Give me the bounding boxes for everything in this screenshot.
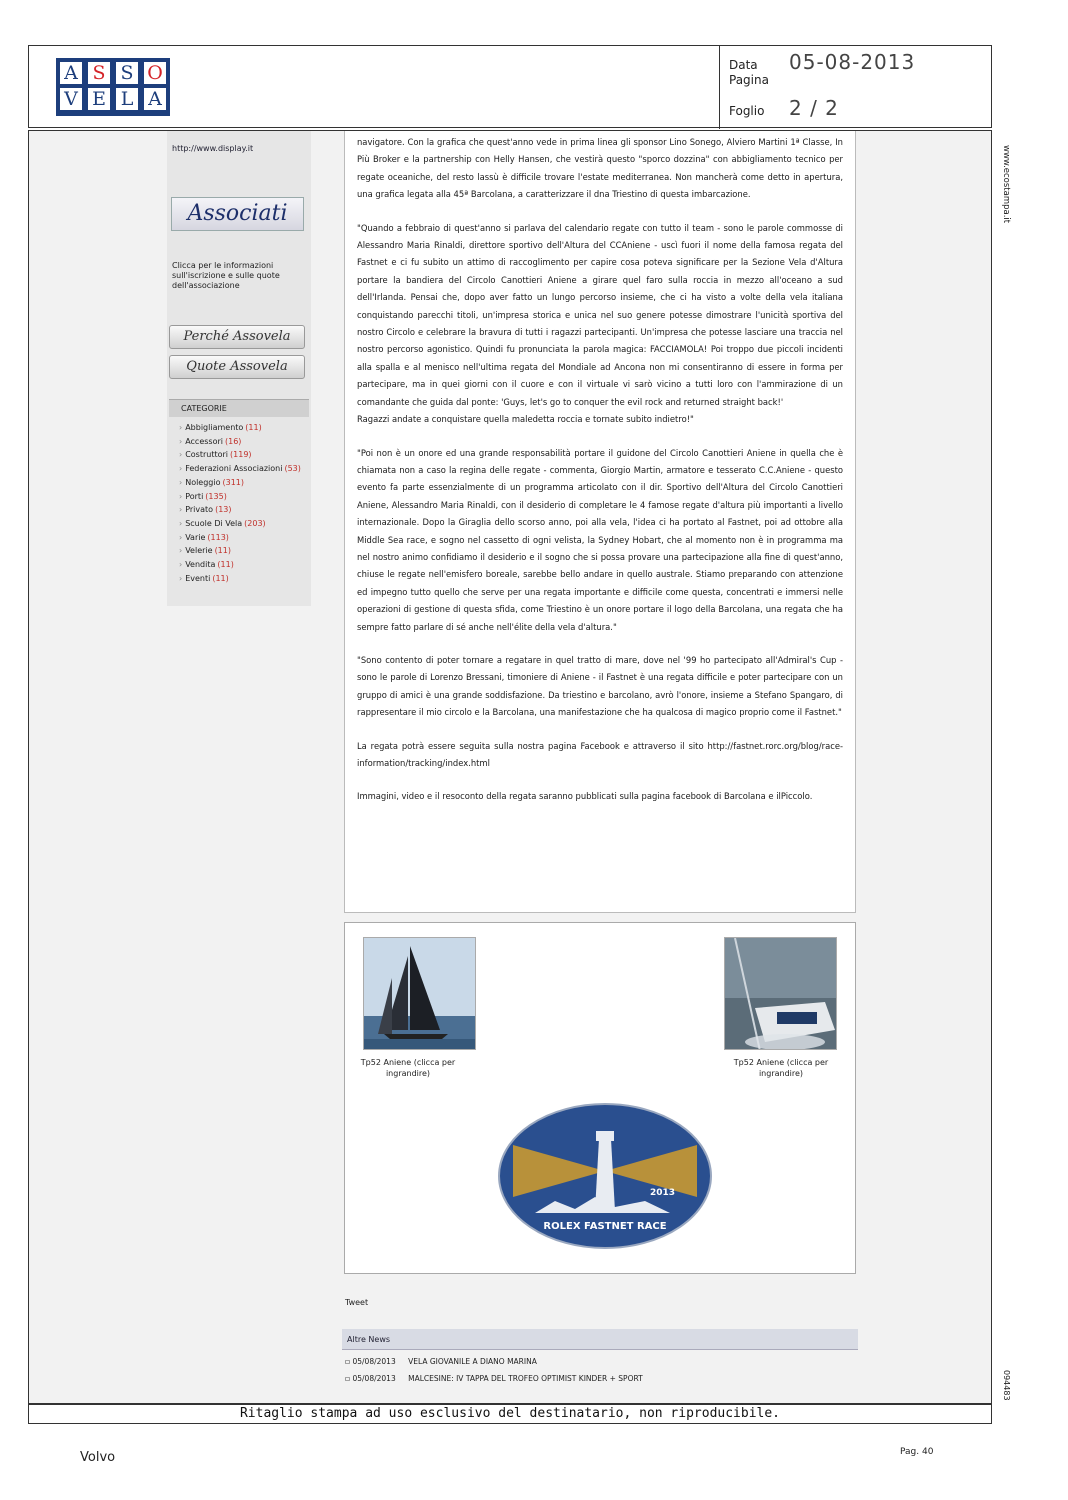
- logo-row-2: [56, 84, 170, 110]
- category-name[interactable]: Privato: [185, 505, 214, 515]
- category-count: (203): [244, 518, 266, 528]
- news-icon: ▫: [345, 1357, 351, 1366]
- category-count: (11): [214, 546, 231, 556]
- category-item[interactable]: [179, 462, 301, 476]
- bullet-icon: ›: [179, 505, 183, 515]
- logo-letter: E: [88, 88, 110, 110]
- assovela-logo[interactable]: [56, 58, 170, 116]
- news-date: 05/08/2013: [352, 1374, 396, 1383]
- sidebar: [167, 131, 311, 606]
- category-item[interactable]: [179, 558, 301, 572]
- altre-news-heading: Altre News: [342, 1329, 858, 1350]
- bullet-icon: ›: [179, 573, 183, 583]
- meta-foglio-row: [729, 96, 915, 119]
- category-name[interactable]: Noleggio: [185, 477, 221, 487]
- footer-page-number: Pag. 40: [900, 1447, 934, 1457]
- footer-client: Volvo: [80, 1450, 116, 1465]
- badge-title: ROLEX FASTNET RACE: [543, 1221, 667, 1232]
- category-count: (113): [207, 532, 229, 542]
- logo-letter: O: [144, 62, 166, 84]
- news-date: 05/08/2013: [352, 1357, 396, 1366]
- logo-letter: V: [60, 88, 82, 110]
- category-count: (11): [245, 423, 262, 432]
- photo-gallery: [344, 922, 856, 1274]
- category-name[interactable]: Porti: [185, 491, 204, 501]
- categories-list: [179, 421, 301, 585]
- header-box: [28, 45, 992, 128]
- news-title[interactable]: VELA GIOVANILE A DIANO MARINA: [408, 1357, 537, 1366]
- categories-heading: CATEGORIE: [169, 399, 309, 417]
- category-item[interactable]: [179, 517, 301, 531]
- category-count: (13): [215, 505, 232, 515]
- meta-data-row: [729, 50, 915, 73]
- article-closing-line: Ragazzi andate a conquistare quella maledetta roccia e tornate subito indietro!": [357, 414, 694, 425]
- category-count: (311): [222, 477, 245, 487]
- category-name[interactable]: Eventi: [185, 573, 211, 583]
- pagina-label: Pagina: [729, 73, 769, 87]
- category-item[interactable]: [179, 531, 301, 545]
- bullet-icon: ›: [179, 518, 183, 528]
- article-paragraph: "Poi non è un onore ed una grande responsabilità portare il guidone del Circolo Canottieri Aniene in quella che è chiamata non a caso la regina delle regate - commenta, Giorgio Martin, armatore e tesserato C.C.Aniene - questo evento fa parte essenzialmente di un programma articolato con il dir. Sportivo dell'Altura del Circolo Canottieri Aniene, Alessandro Maria Rinaldi, con il desiderio di completare le 4 famose regate d'altura più importanti a livello internazionale. Dopo la Giraglia dello scorso anno, poi alla vela, l'idea ci ha portato al Fastnet, poi ad ottobre alla Middle Sea race, e sogno nel cassetto di ogni velista, la Sydney Hobart, che al momento non è in programma ma nel nostro animo confidiamo il desiderio e il sogno che si possa provare una partecipazione alla fine di quest'anno, chiuse le regate nell'emisfero boreale, sarebbe bello andare in quello australe. Stiamo preparando con attenzione ed impegno tutto quello che serve per una regata importante e difficile come questa, concentrati e immersi nelle operazioni di gestione di questa sfida, come Triestino è un onore portare il logo della Barcolana, una regata che ha sempre fatto parlare di sé anche nell'élite della vela d'altura.": [357, 447, 843, 632]
- category-name[interactable]: Vendita: [185, 560, 216, 570]
- bullet-icon: ›: [179, 532, 183, 542]
- display-link[interactable]: http://www.display.it: [172, 144, 254, 153]
- bullet-icon: ›: [179, 464, 183, 474]
- foglio-label: Foglio: [729, 104, 765, 118]
- sailboat-photo: [364, 938, 476, 1050]
- category-count: (135): [205, 491, 227, 501]
- category-name[interactable]: Varie: [185, 532, 206, 542]
- header-meta: [729, 50, 915, 119]
- category-item[interactable]: [179, 476, 301, 490]
- perche-assovela-button[interactable]: Perché Assovela: [169, 325, 305, 349]
- rolex-fastnet-badge: [495, 1101, 715, 1251]
- category-name[interactable]: Costruttori: [185, 450, 229, 460]
- logo-letter: S: [116, 62, 138, 84]
- side-source-url: www.ecostampa.it: [1001, 145, 1011, 224]
- category-item[interactable]: [179, 435, 301, 449]
- category-item[interactable]: [179, 572, 301, 586]
- bullet-icon: ›: [179, 491, 183, 501]
- sailboat-photo: [725, 938, 837, 1050]
- tweet-button[interactable]: Tweet: [345, 1298, 369, 1307]
- news-item[interactable]: [345, 1357, 537, 1366]
- logo-row-1: [56, 58, 170, 84]
- photo-caption-right[interactable]: Tp52 Aniene (clicca per ingrandire): [733, 1058, 829, 1078]
- side-code: 094483: [1002, 1370, 1011, 1401]
- category-name[interactable]: Scuole Di Vela: [185, 518, 243, 528]
- data-value: 05-08-2013: [789, 50, 916, 74]
- article-body: [344, 131, 856, 913]
- category-count: (119): [230, 450, 252, 460]
- logo-letter: A: [144, 88, 166, 110]
- category-name[interactable]: Federazioni Associazioni: [185, 464, 283, 474]
- header-divider: [719, 46, 720, 129]
- foglio-value: 2 / 2: [789, 96, 839, 120]
- bullet-icon: ›: [179, 546, 183, 556]
- article-paragraph: La regata potrà essere seguita sulla nostra pagina Facebook e attraverso il sito http://fastnet.rorc.org/blog/race-information/tracking/index.html: [357, 740, 843, 768]
- quote-assovela-button[interactable]: Quote Assovela: [169, 355, 305, 379]
- category-count: (11): [217, 560, 234, 570]
- photo-thumbnail-right[interactable]: [724, 937, 837, 1050]
- news-item[interactable]: [345, 1374, 643, 1383]
- category-item[interactable]: [179, 503, 301, 517]
- category-count: (53): [284, 464, 301, 474]
- bullet-icon: ›: [179, 560, 183, 570]
- category-item[interactable]: [179, 544, 301, 558]
- badge-year: 2013: [650, 1188, 676, 1198]
- article-paragraph: "Sono contento di poter tornare a regatare in quel tratto di mare, dove nel '99 ho partecipato all'Admiral's Cup - sono le parole di Lorenzo Bressani, timoniere di Aniene - il Fastnet è una regata difficile e poter partecipare con un gruppo di amici è una grande soddisfazione. Da triestino e barcolano, avrò l'onore, insieme a Stefano Spangaro, di rappresentare il mio circolo e la Barcolana, una manifestazione che ha qualcosa di magico proprio come il Fastnet.": [357, 654, 843, 718]
- news-title[interactable]: MALCESINE: IV TAPPA DEL TROFEO OPTIMIST KINDER + SPORT: [408, 1374, 643, 1383]
- meta-pagina-row: [729, 73, 915, 96]
- clipping-notice: Ritaglio stampa ad uso esclusivo del destinatario, non riproducibile.: [28, 1404, 992, 1424]
- category-name[interactable]: Abbigliamento: [185, 423, 244, 432]
- news-icon: ▫: [345, 1374, 351, 1383]
- category-name[interactable]: Velerie: [185, 546, 213, 556]
- category-count: (11): [212, 573, 229, 583]
- article-paragraph: navigatore. Con la grafica che quest'anno vede in prima linea gli sponsor Lino Sonego, Alviero Martini 1ª Classe, In Più Broker e la partnership con Helly Hansen, che vestirà questo "sporco dozzina" con abbigliamento tecnico per regate oceaniche, del resto lassù è difficile trovare l'estate mediterranea. Non mancherà come detto in apertura, una grafica legata alla 45ª Barcolana, a caratterizzare il dna Triestino di questa imbarcazione.: [357, 137, 843, 200]
- bullet-icon: ›: [179, 436, 183, 446]
- bullet-icon: ›: [179, 423, 183, 432]
- photo-caption-left[interactable]: Tp52 Aniene (clicca per ingrandire): [360, 1058, 456, 1078]
- logo-letter: L: [116, 88, 138, 110]
- category-count: (16): [225, 436, 242, 446]
- bullet-icon: ›: [179, 450, 183, 460]
- category-item[interactable]: [179, 490, 301, 504]
- article-paragraph: "Quando a febbraio di quest'anno si parlava del calendario regate con tutto il team - sono le parole commosse di Alessandro Maria Rinaldi, direttore sportivo dell'Altura del CCAniene - uscì fuori il nome della famosa regata del Fastnet e ci fu subito un attimo di raccoglimento per capire cosa poteva significare per la Sezione Vela d'Altura portare la bandiera del Circolo Canottieri Aniene a girare quel faro sulla roccia in mezzo all'oceano a sud dell'Irlanda. Pensai che, dopo aver fatto un lungo percorso insieme, che ci ha visto a volte della vela italiana conquistando parecchi titoli, un'impresa storica e unica nel suo genere potesse dimostrare l'unicità sportiva del nostro Circolo e celebrare la bravura di tutti i ragazzi partecipanti. Un'impresa che potesse lasciare una traccia nel nostro percorso agonistico. Quindi fu pronunciata la parola magica: FACCIAMOLA! Poi troppo due piccoli incidenti alla spalla e al menisco nell'ultima regata del Mondiale ad Ancona non mi consentiranno di essere in forma per partecipare, ma in quei giorni con il cuore e con il virtuale vi sarò vicino a tutti loro con l'ammirazione di un comandante che guida dal ponte: 'Guys, let's go to conquer the evil rock and returned straight back!': [357, 222, 843, 407]
- bullet-icon: ›: [179, 477, 183, 487]
- category-name[interactable]: Accessori: [185, 436, 223, 446]
- associati-info[interactable]: Clicca per le informazioni sull'iscrizione e sulle quote dell'associazione: [172, 261, 280, 290]
- article-paragraph: Immagini, video e il resoconto della regata saranno pubblicati sulla pagina facebook di Barcolana e ilPiccolo.: [357, 791, 813, 802]
- category-item[interactable]: [179, 448, 301, 462]
- photo-thumbnail-left[interactable]: [363, 937, 476, 1050]
- logo-letter: A: [60, 62, 82, 84]
- logo-letter: S: [88, 62, 110, 84]
- associati-button[interactable]: Associati: [171, 197, 304, 231]
- category-item[interactable]: [179, 421, 301, 435]
- data-label: Data: [729, 58, 758, 72]
